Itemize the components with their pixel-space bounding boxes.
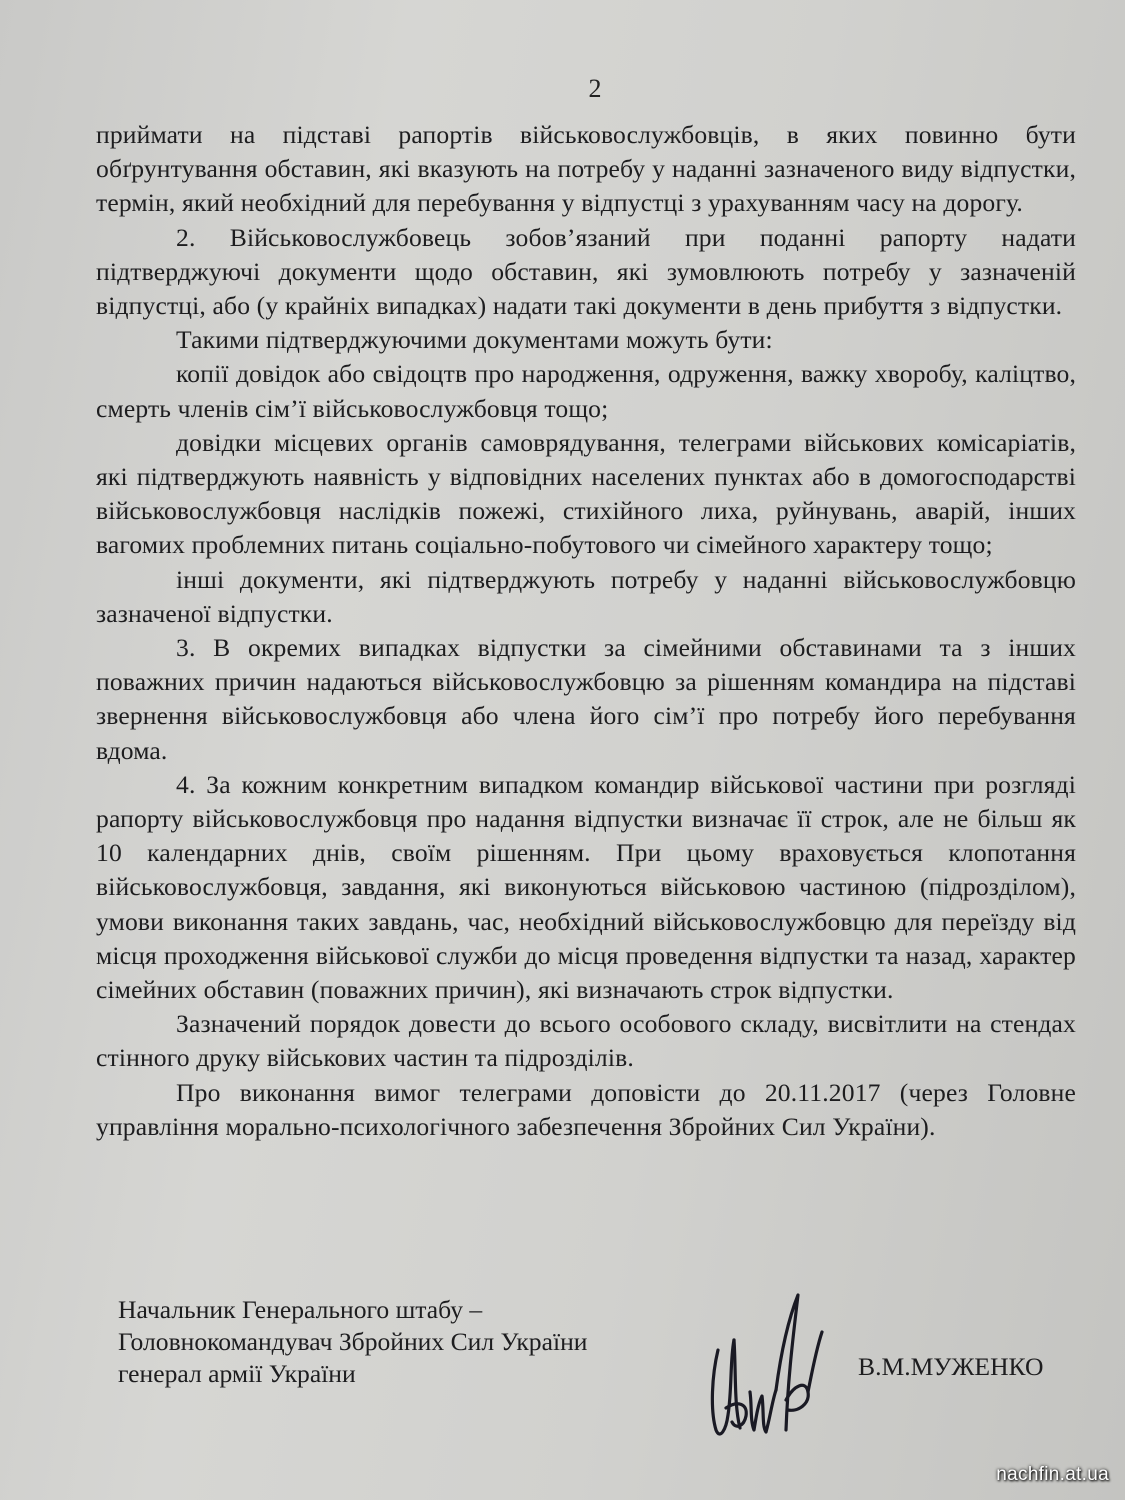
paragraph-documents-other: інші документи, які підтверджують потребу у наданні військовослужбовцю зазначеної відпустки. — [96, 564, 1076, 628]
paragraph-documents-intro: Такими підтверджуючими документами можуть бути: — [176, 325, 773, 355]
signatory-title-line: генерал армії України — [118, 1359, 356, 1388]
page-number: 2 — [588, 74, 602, 103]
paragraph-documents-copies: копії довідок або свідоцтв про народження, одруження, важку хворобу, каліцтво, смерть членів сім’ї військовослужбовця тощо; — [96, 359, 1076, 423]
paragraph-item-2: 2. Військовослужбовець зобов’язаний при поданні рапорту надати підтверджуючі документи щодо обставин, які зумовлюють потребу у зазначеній відпустці, або (у крайніх випадках) надати такі документи в день прибуття з відпустки. — [96, 222, 1076, 321]
signatory-title — [118, 1294, 587, 1390]
signatory-title-line: Головнокомандувач Збройних Сил України — [118, 1327, 588, 1356]
paragraph-documents-certificates: довідки місцевих органів самоврядування, телеграми військових комісаріатів, які підтверджують наявність у відповідних населених пунктах або в домогосподарстві військовослужбовця наслідків пожежі, стихійного лиха, руйнувань, аварій, інших вагомих проблемних питань соціально-побутового чи сімейного характеру тощо; — [96, 427, 1076, 560]
watermark: nachfin.at.ua — [996, 1464, 1109, 1485]
signatory-title-line: Начальник Генерального штабу – — [118, 1295, 483, 1324]
handwritten-signature — [690, 1280, 840, 1460]
paragraph-item-3: 3. В окремих випадках відпустки за сімейними обставинами та з інших поважних причин надаються військовослужбовцю за рішенням командира на підставі звернення військовослужбовця або члена його сім’ї про потребу його перебування вдома. — [96, 633, 1076, 765]
paragraph-report-deadline: Про виконання вимог телеграми доповісти до 20.11.2017 (через Головне управління морально-психологічного забезпечення Збройних Сил України). — [96, 1077, 1076, 1141]
paragraph-bring-to-personnel: Зазначений порядок довести до всього особового складу, висвітлити на стендах стінного друку військових частин та підрозділів. — [96, 1009, 1076, 1073]
paragraph-continuation: приймати на підставі рапортів військовослужбовців, в яких повинно бути обґрунтування обставин, які вказують на потребу у наданні зазначеного виду відпустки, термін, який необхідний для перебування у відпустці з урахуванням часу на дорогу. — [96, 120, 1076, 218]
document-body — [96, 118, 1076, 1144]
paragraph-item-4: 4. За кожним конкретним випадком командир військової частини при розгляді рапорту військовослужбовця про надання відпустки визначає її строк, але не більш як 10 календарних днів, своїм рішенням. При цьому враховується клопотання військовослужбовця, завдання, які виконуються військовою частиною (підрозділом), умови виконання таких завдань, час, необхідний військовослужбовцю для переїзду від місця проходження військової служби до місця проведення відпустки та назад, характер сімейних обставин (поважних причин), які визначають строк відпустки. — [96, 769, 1076, 1005]
signatory-name: В.М.МУЖЕНКО — [858, 1352, 1044, 1381]
